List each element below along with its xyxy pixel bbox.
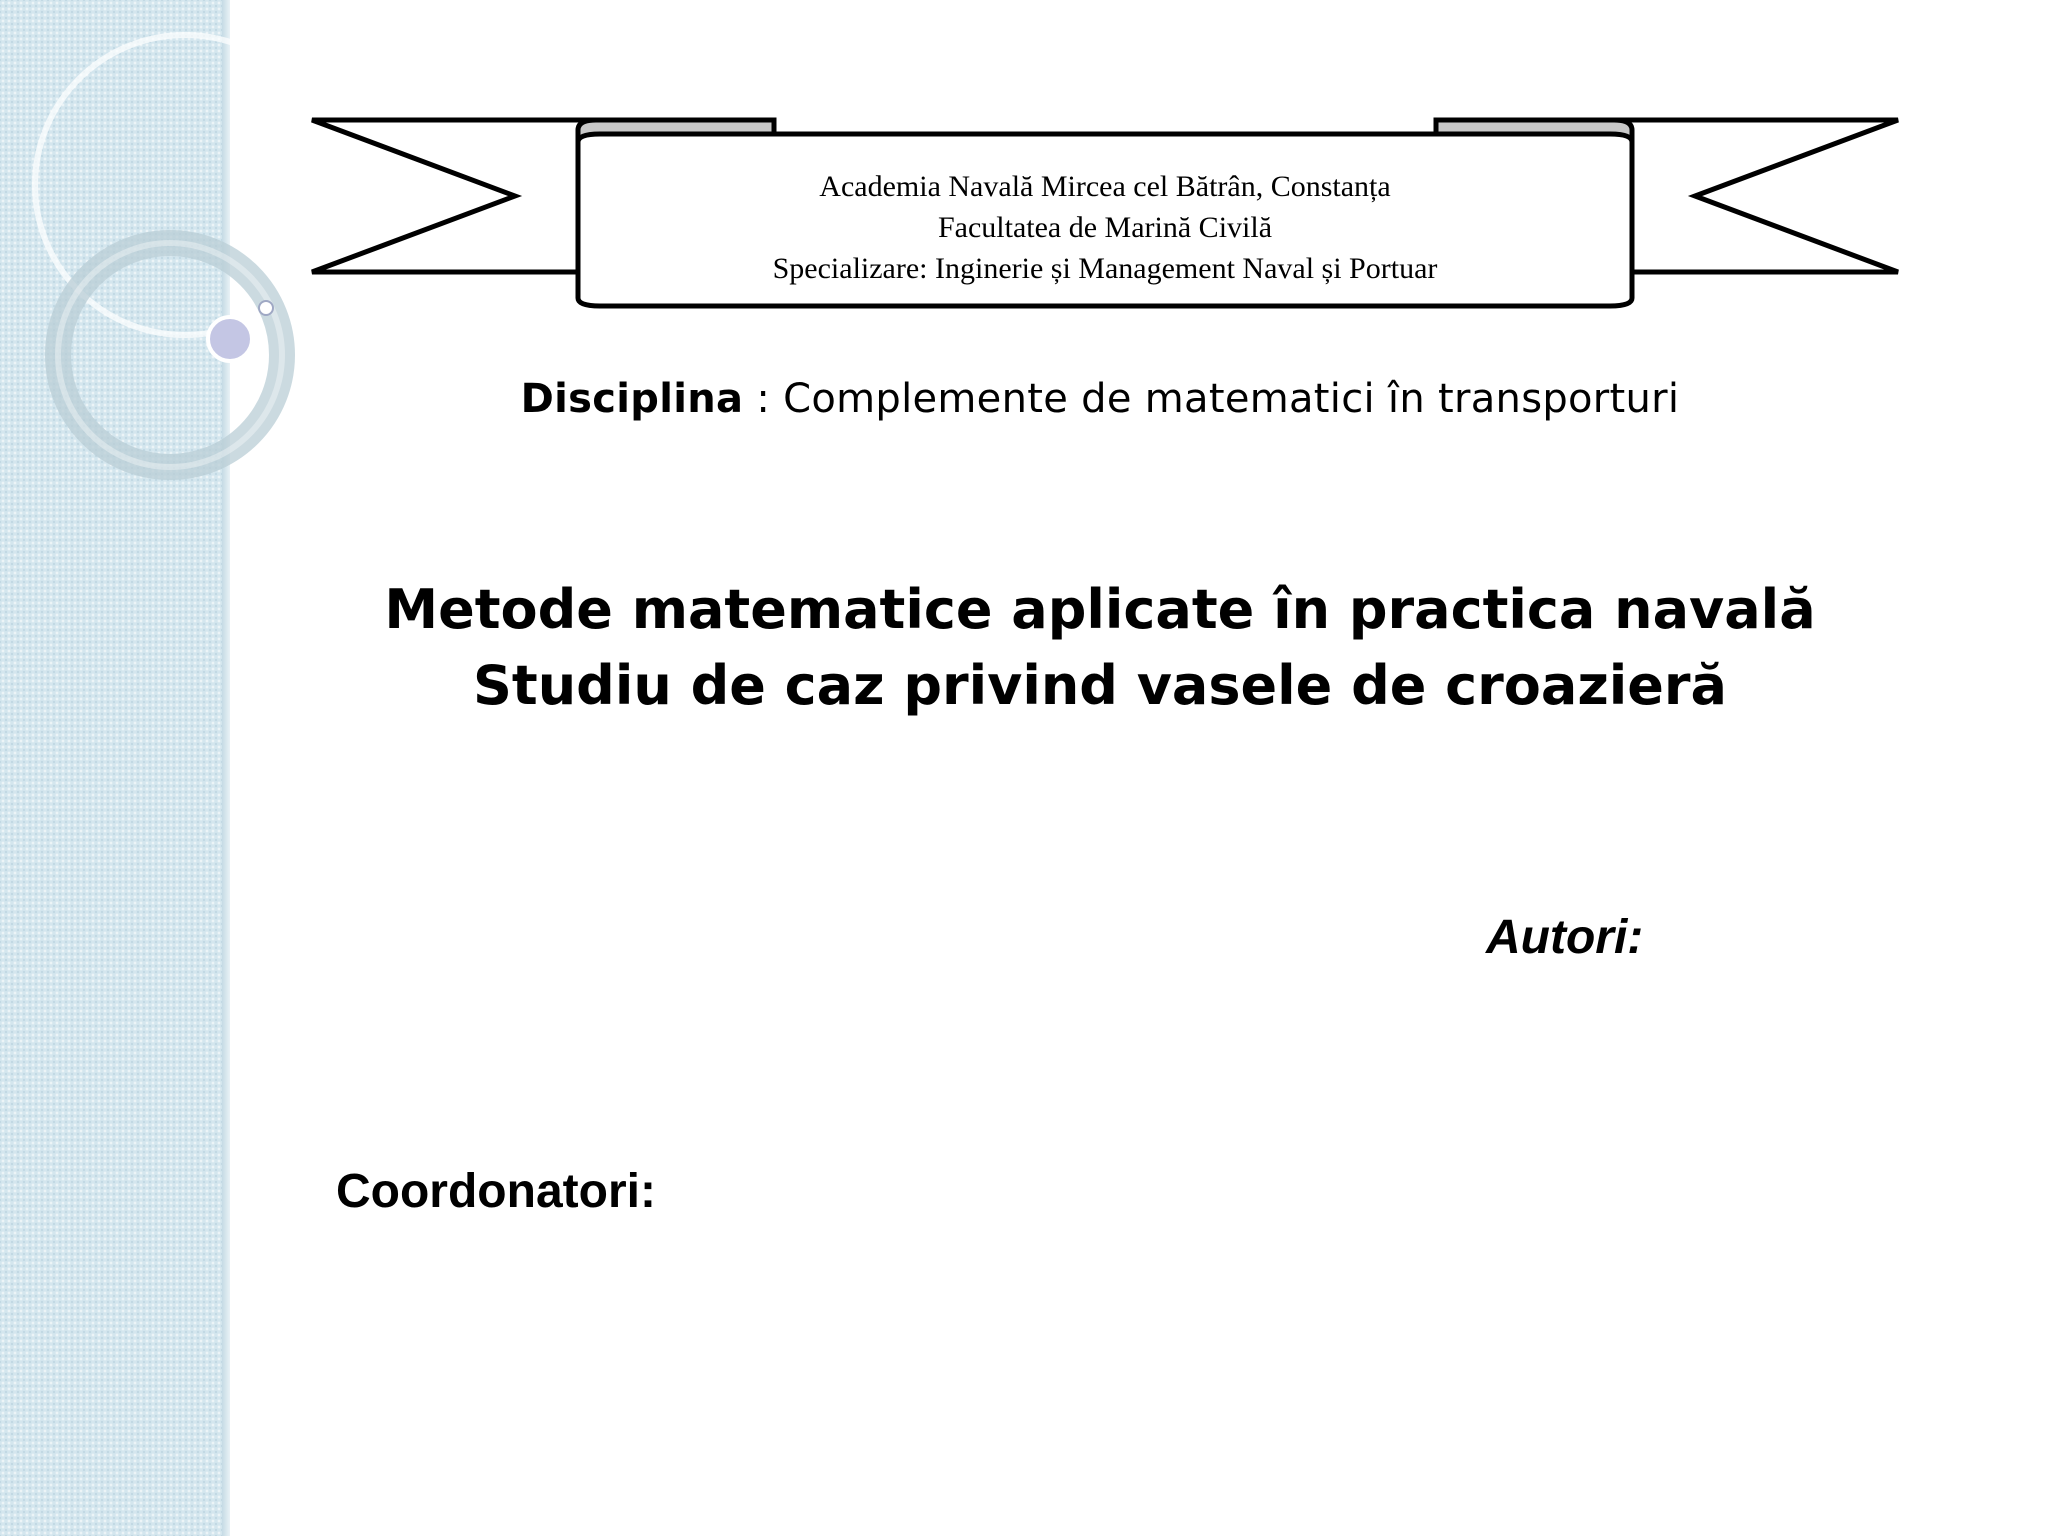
discipline-line bbox=[300, 376, 1900, 422]
title-line-1: Metode matematice aplicate în practica navală bbox=[384, 578, 1816, 641]
bullet-dot-icon bbox=[208, 317, 252, 361]
discipline-value: Complemente de matematici în transporturi bbox=[783, 376, 1680, 422]
banner-faculty-name: Facultatea de Marină Civilă bbox=[937, 211, 1273, 244]
coordinators-label: Coordonatori: bbox=[336, 1165, 656, 1218]
discipline-separator: : bbox=[743, 376, 784, 422]
banner-academy-name: Academia Navală Mircea cel Bătrân, Constanța bbox=[819, 170, 1391, 203]
small-dot-icon bbox=[259, 301, 273, 315]
presentation-title bbox=[300, 572, 1900, 724]
decorative-rings bbox=[0, 0, 340, 520]
authors-label: Autori: bbox=[1486, 911, 1644, 964]
title-line-2: Studiu de caz privind vasele de croazieră bbox=[473, 654, 1727, 717]
discipline-label: Disciplina bbox=[520, 376, 744, 422]
banner-specialization: Specializare: Inginerie și Management Naval și Portuar bbox=[772, 252, 1438, 285]
medium-ring-highlight-icon bbox=[58, 243, 282, 467]
